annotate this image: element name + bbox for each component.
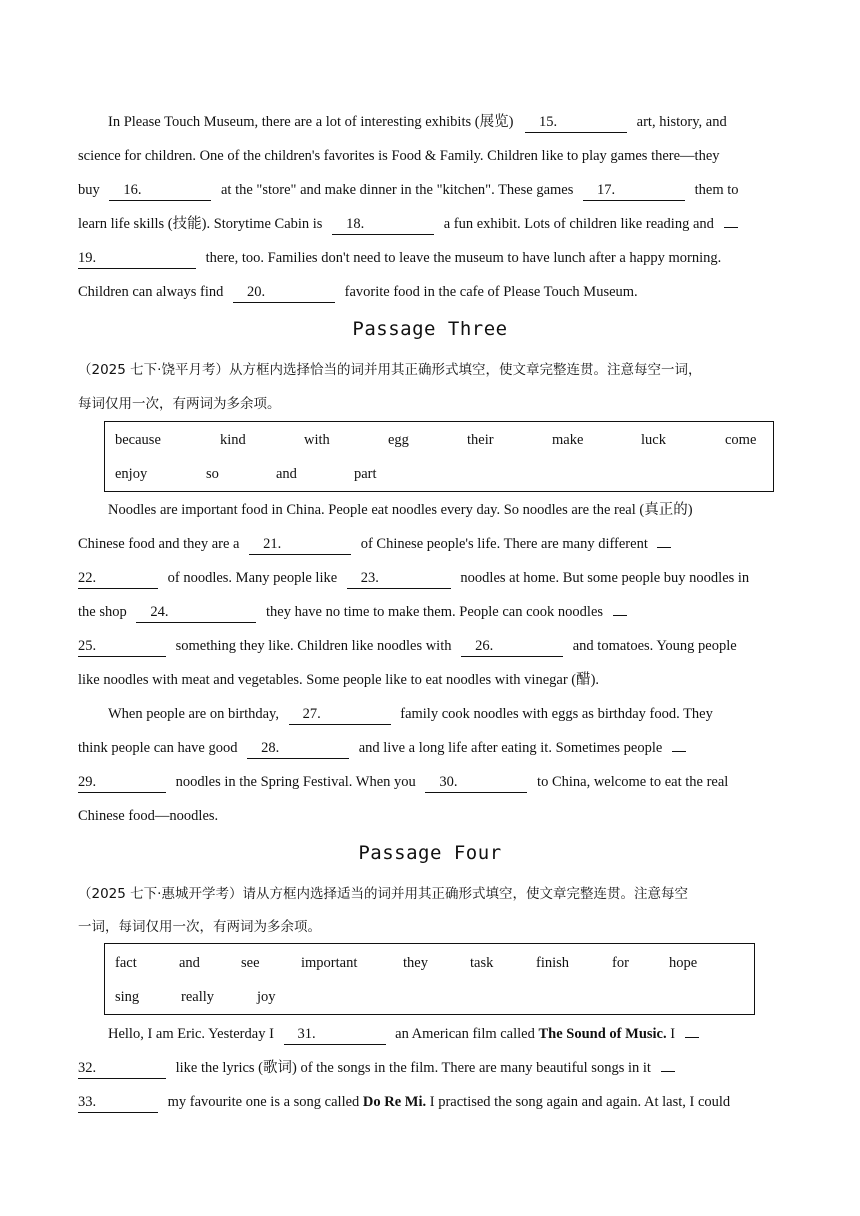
blank-23[interactable]: 23.	[347, 568, 451, 589]
word-bank-item: for	[612, 955, 629, 971]
text-span: family cook noodles with eggs as birthday food. They	[400, 706, 713, 722]
word-bank-item: egg	[388, 432, 409, 448]
passage-three-title: Passage Three	[352, 318, 508, 340]
text-line: science for children. One of the children's favorites is Food & Family. Children like to play games there—they	[78, 148, 720, 164]
text-span: favorite food in the cafe of Please Touch Museum.	[344, 284, 638, 300]
text-span: I	[670, 1026, 676, 1042]
word-bank-item: they	[403, 955, 428, 971]
text-line	[78, 568, 749, 589]
instruction-line: 每词仅用一次，有两词为多余项。	[78, 396, 281, 412]
blank-24[interactable]: 24.	[136, 602, 256, 623]
text-span: Chinese food and they are a	[78, 536, 240, 552]
word-bank-item: joy	[257, 989, 276, 1005]
text-span: noodles at home. But some people buy noodles in	[460, 570, 750, 586]
word-bank-item: so	[206, 466, 219, 482]
text-span: my favourite one is a song called	[167, 1094, 360, 1110]
song-title: Do Re Mi.	[362, 1094, 427, 1110]
text-span: noodles in the Spring Festival. When you	[175, 774, 416, 790]
text-line	[78, 248, 721, 269]
blank-15[interactable]: 15.	[525, 112, 627, 133]
word-bank-item: and	[179, 955, 200, 971]
blank-22[interactable]: 22.	[78, 568, 158, 589]
text-line	[78, 738, 686, 759]
text-span: and tomatoes. Young people	[572, 638, 737, 654]
text-span: a fun exhibit. Lots of children like reading and	[443, 216, 714, 232]
blank-30[interactable]: 30.	[425, 772, 527, 793]
blank-26[interactable]: 26.	[461, 636, 563, 657]
text-span: Hello, I am Eric. Yesterday I	[108, 1026, 274, 1042]
word-bank-item: important	[301, 955, 358, 971]
word-bank-item: hope	[669, 955, 698, 971]
blank-21[interactable]: 21.	[249, 534, 351, 555]
text-line: Chinese food—noodles.	[78, 808, 219, 824]
text-line: like noodles with meat and vegetables. Some people like to eat noodles with vinegar (醋).	[78, 672, 600, 688]
blank-28[interactable]: 28.	[247, 738, 349, 759]
word-bank-item: because	[115, 432, 161, 448]
text-line	[78, 282, 638, 303]
text-span: When people are on birthday,	[108, 706, 279, 722]
blank-33[interactable]: 33.	[78, 1092, 158, 1113]
text-span: the shop	[78, 604, 127, 620]
text-span: art, history, and	[636, 114, 727, 130]
blank-25[interactable]: 25.	[78, 636, 166, 657]
blank-17[interactable]: 17.	[583, 180, 685, 201]
text-span: and live a long life after eating it. Sometimes people	[358, 740, 663, 756]
blank-31[interactable]: 31.	[284, 1024, 386, 1045]
blank-20[interactable]: 20.	[233, 282, 335, 303]
film-title: The Sound of Music.	[538, 1026, 667, 1042]
blank-32-lead	[685, 1037, 699, 1038]
text-span: something they like. Children like noodles with	[175, 638, 452, 654]
word-bank-item: enjoy	[115, 466, 148, 482]
instruction-line: （2025 七下·饶平月考）从方框内选择恰当的词并用其正确形式填空，使文章完整连贯。注意每空一词，	[78, 362, 702, 378]
word-bank-item: see	[241, 955, 260, 971]
text-span: In Please Touch Museum, there are a lot of interesting exhibits (展览)	[108, 114, 514, 130]
word-bank-item: part	[354, 466, 377, 482]
instruction-line: （2025 七下·惠城开学考）请从方框内选择适当的词并用其正确形式填空，使文章完整连贯。注意每空	[78, 886, 688, 902]
text-line	[78, 636, 737, 657]
text-span: them to	[694, 182, 739, 198]
word-bank-item: really	[181, 989, 215, 1005]
text-span: learn life skills (技能). Storytime Cabin is	[78, 216, 323, 232]
text-span: they have no time to make them. People can cook noodles	[265, 604, 604, 620]
blank-33-lead	[661, 1071, 675, 1072]
blank-32[interactable]: 32.	[78, 1058, 166, 1079]
word-bank-item: their	[467, 432, 494, 448]
text-span: at the "store" and make dinner in the "kitchen". These games	[221, 182, 574, 198]
text-span: Children can always find	[78, 284, 224, 300]
text-span: of noodles. Many people like	[167, 570, 338, 586]
word-bank-item: luck	[641, 432, 666, 448]
word-bank-item: task	[470, 955, 494, 971]
text-span: I practised the song again and again. At last, I could	[429, 1094, 731, 1110]
text-line	[78, 214, 738, 235]
blank-22-lead	[657, 547, 671, 548]
text-line	[108, 1024, 699, 1045]
text-line	[78, 534, 671, 555]
text-span: of Chinese people's life. There are many different	[360, 536, 648, 552]
text-line	[78, 1092, 730, 1113]
text-line	[108, 704, 713, 725]
blank-16[interactable]: 16.	[109, 180, 211, 201]
text-span: an American film called	[395, 1026, 535, 1042]
text-line	[78, 602, 627, 623]
blank-25-lead	[613, 615, 627, 616]
word-bank-box	[104, 943, 755, 1015]
text-line	[108, 112, 727, 133]
word-bank-box	[104, 421, 774, 492]
text-line	[78, 772, 728, 793]
text-line	[78, 180, 739, 201]
blank-19[interactable]: 19.	[78, 248, 196, 269]
blank-29-lead	[672, 751, 686, 752]
word-bank-item: and	[276, 466, 297, 482]
word-bank-item: with	[304, 432, 330, 448]
blank-27[interactable]: 27.	[289, 704, 391, 725]
text-span: there, too. Families don't need to leave the museum to have lunch after a happy morning.	[205, 250, 722, 266]
word-bank-item: finish	[536, 955, 570, 971]
blank-29[interactable]: 29.	[78, 772, 166, 793]
text-span: buy	[78, 182, 100, 198]
word-bank-item: fact	[115, 955, 137, 971]
blank-19-lead	[724, 227, 738, 228]
text-line	[78, 1058, 675, 1079]
text-line: Noodles are important food in China. People eat noodles every day. So noodles are the real (真正的)	[108, 502, 693, 518]
word-bank-item: kind	[220, 432, 246, 448]
text-span: like the lyrics (歌词) of the songs in the film. There are many beautiful songs in it	[175, 1060, 651, 1076]
word-bank-item: come	[725, 432, 757, 448]
text-span: think people can have good	[78, 740, 238, 756]
instruction-line: 一词，每词仅用一次，有两词为多余项。	[78, 919, 321, 935]
text-span: to China, welcome to eat the real	[537, 774, 729, 790]
blank-18[interactable]: 18.	[332, 214, 434, 235]
word-bank-item: make	[552, 432, 584, 448]
passage-four-title: Passage Four	[358, 842, 502, 864]
word-bank-item: sing	[115, 989, 140, 1005]
